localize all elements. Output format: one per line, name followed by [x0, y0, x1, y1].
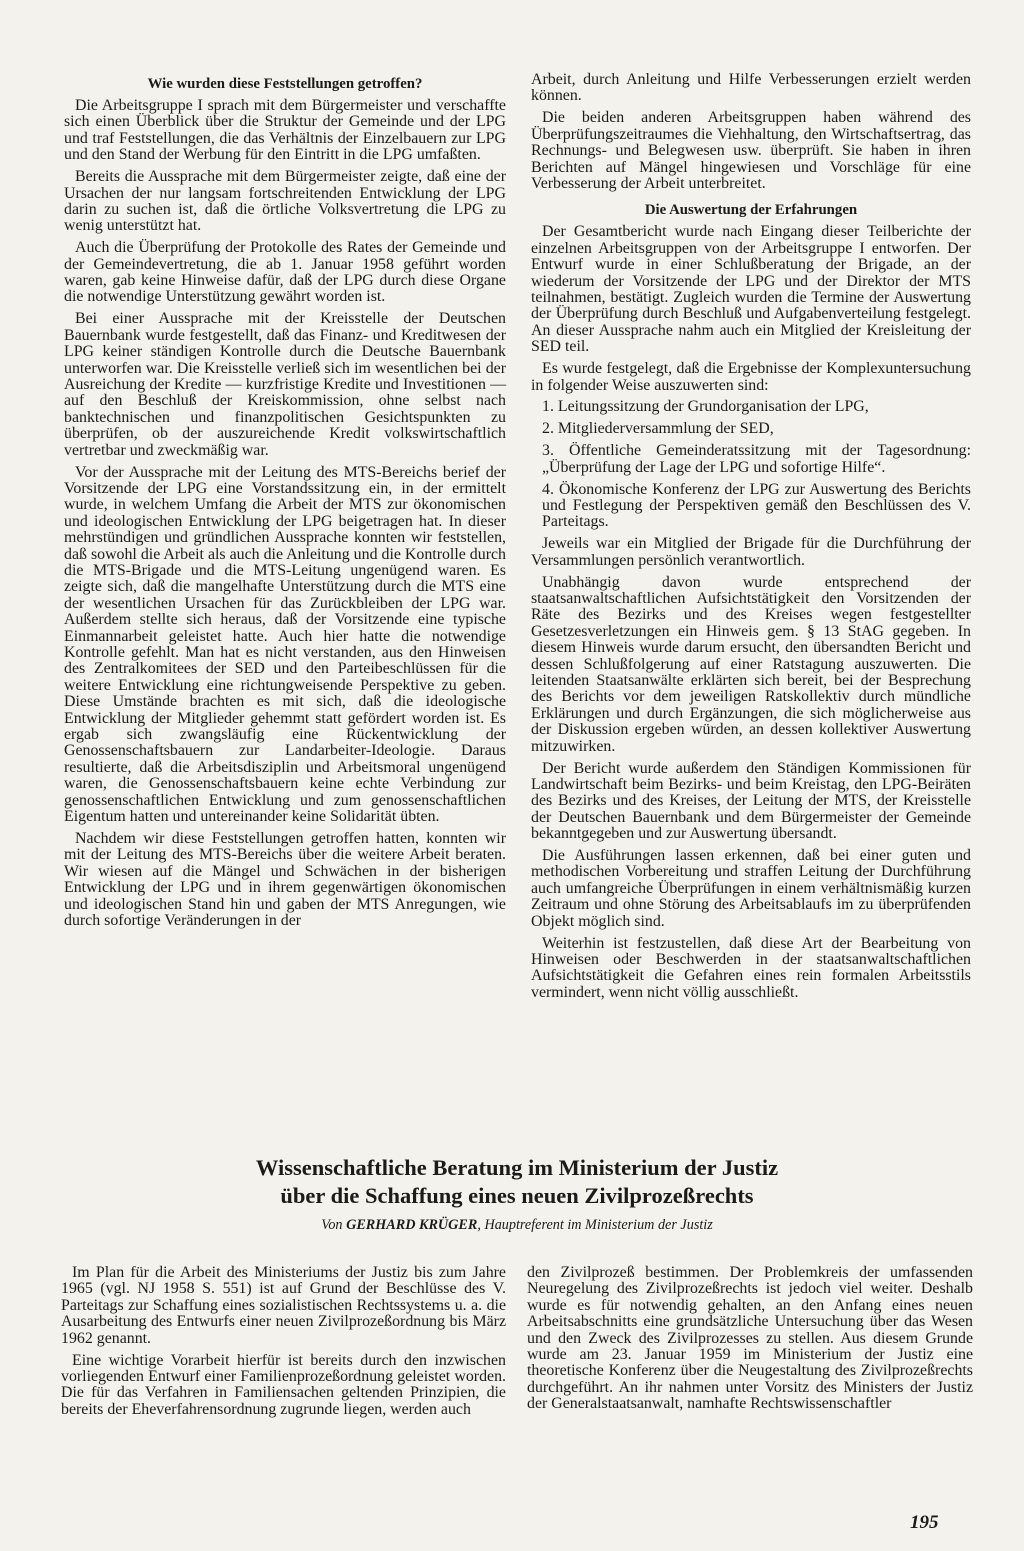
- top-left-column: [64, 72, 506, 935]
- section-heading-feststellungen: Wie wurden diese Feststellungen getroffen?: [147, 76, 423, 92]
- author-role: , Hauptreferent im Ministerium der Justiz: [477, 1217, 713, 1233]
- paragraph: Im Plan für die Arbeit des Ministeriums der Justiz bis zum Jahre 1965 (vgl. NJ 1958 S. 551) ist auf Grund der Beschlüsse des V. Parteitags zur Schaffung eines sozialistischen Rechtssystems u. a. die Ausarbeitung des Entwurfs einer neuen Zivilprozeßordnung bis März 1962 genannt.: [61, 1264, 506, 1347]
- bottom-right-column: [527, 1265, 973, 1418]
- list-item: 1. Leitungssitzung der Grundorganisation der LPG,: [542, 398, 869, 416]
- bottom-left-column: [61, 1265, 506, 1424]
- paragraph: Die beiden anderen Arbeitsgruppen haben während des Überprüfungszeitraumes die Viehhaltung, den Wirtschaftsertrag, das Rechnungs- und Belegwesen usw. überprüft. Sie haben in ihren Berichten auf Mängel hingewiesen und Vorschläge für eine Verbesserung der Arbeit unterbreitet.: [531, 109, 971, 192]
- byline: [60, 1216, 974, 1234]
- paragraph: Bereits die Aussprache mit dem Bürgermeister zeigte, daß eine der Ursachen der nur langsam fortschreitenden Entwicklung der LPG darin zu suchen ist, daß die örtliche Volksvertretung die LPG zu wenig unterstützt hat.: [64, 168, 506, 235]
- paragraph: Arbeit, durch Anleitung und Hilfe Verbesserungen erzielt werden können.: [531, 71, 971, 105]
- article-title-line-2: über die Schaffung eines neuen Zivilprozeßrechts: [280, 1183, 754, 1208]
- article-title-line-1: Wissenschaftliche Beratung im Ministerium der Justiz: [255, 1155, 779, 1180]
- paragraph: Der Gesamtbericht wurde nach Eingang dieser Teilberichte der einzelnen Arbeitsgruppen von der Arbeitsgruppe I entworfen. Der Entwurf wurde in einer Schlußberatung der Brigade, an der wiederum der Vorsitzende der LPG und der Direktor der MTS teilnahmen, bestätigt. Zugleich wurden die Termine der Auswertung der Überprüfung durch Beschluß und Aufgabenverteilung festgelegt. An dieser Aussprache nahm auch ein Mitglied der Kreisleitung der SED teil.: [531, 223, 971, 356]
- paragraph: Nachdem wir diese Feststellungen getroffen hatten, konnten wir mit der Leitung des MTS-Bereichs über die weitere Arbeit beraten. Wir wiesen auf die Mängel und Schwächen in der bisherigen Entwicklung der LPG und in ihrem gegenwärtigen ökonomischen und ideologischen Stand hin und gaben der MTS Anregungen, wie durch sofortige Veränderungen in der: [64, 829, 506, 929]
- paragraph: Eine wichtige Vorarbeit hierfür ist bereits durch den inzwischen vorliegenden Entwurf einer Familienprozeßordnung geleistet worden. Die für das Verfahren in Familiensachen geltenden Prinzipien, die bereits der Eheverfahrensordnung zugrunde liegen, werden auch: [61, 1351, 506, 1418]
- author-name: GERHARD KRÜGER: [346, 1217, 478, 1233]
- paragraph: Unabhängig davon wurde entsprechend der staatsanwaltschaftlichen Aufsichtstätigkeit den Vorsitzenden der Räte des Bezirks und des Kreises wegen festgestellter Gesetzesverletzungen ein Hinweis gem. § 13 StAG gegeben. In diesem Hinweis wurde darum ersucht, den übersandten Bericht und dessen Schlußfolgerung auf einer Ratstagung auszuwerten. Die leitenden Staatsanwälte erklärten sich bereit, bei der Besprechung des Berichts vor dem jeweiligen Ratskollektiv durch mündliche Erklärungen und durch Ergänzungen, die sich möglicherweise aus der Diskussion ergeben würden, an dessen kollektiver Auswertung mitzuwirken.: [531, 573, 971, 755]
- article-title: [60, 1154, 974, 1210]
- byline-prefix: Von: [321, 1217, 347, 1233]
- paragraph: den Zivilprozeß bestimmen. Der Problemkreis der umfassenden Neuregelung des Zivilprozeßrechts ist jedoch viel weiter. Deshalb wurde es für notwendig gehalten, an den Anfang eines neuen Arbeitsabschnitts eine grundsätzliche Untersuchung über das Wesen und den Zweck des Zivilprozesses zu stellen. Aus diesem Grunde wurde am 23. Januar 1959 im Ministerium der Justiz eine theoretische Konferenz über die Neugestaltung des Zivilprozeßrechts durchgeführt. An ihr nahmen unter Vorsitz des Ministers der Justiz der Generalstaatsanwalt, namhafte Rechtswissenschaftler: [527, 1264, 973, 1413]
- section-heading-auswertung: Die Auswertung der Erfahrungen: [644, 202, 858, 219]
- paragraph: Jeweils war ein Mitglied der Brigade für die Durchführung der Versammlungen persönlich verantwortlich.: [531, 535, 971, 569]
- paragraph: Vor der Aussprache mit der Leitung des MTS-Bereichs berief der Vorsitzende der LPG eine Vorstandssitzung ein, in der ermittelt wurde, in welchem Umfang die Arbeit der MTS zur ökonomischen und ideologischen Entwicklung der LPG beigetragen hat. In dieser mehrstündigen und gründlichen Aussprache konnten wir feststellen, daß sowohl die Arbeit als auch die Anleitung und die Kontrolle durch die MTS-Brigade und die MTS-Leitung ungenügend waren. Es zeigte sich, daß die mangelhafte Unterstützung durch die MTS eine der wesentlichen Ursachen für das Zurückbleiben der LPG war. Außerdem stellte sich heraus, daß der Vorsitzende eine typische Einmannarbeit geleistet hatte. Auch hier hatte die notwendige Kontrolle gefehlt. Man hat es nicht verstanden, aus den Hinweisen des Zentralkomitees der SED und den Parteibeschlüssen für die weitere Entwicklung eine richtungweisende Perspektive zu geben. Diese Umstände brachten es mit sich, daß die ideologische Entwicklung der Mitglieder gehemmt statt gefördert worden ist. Es ergab sich zwangsläufig eine Rückentwicklung der Genossenschaftsbauern zur Landarbeiter-Ideologie. Daraus resultierte, daß die Arbeitsdisziplin und Arbeitsmoral ungenügend waren, die Genossenschaftsbauern keine echte Verbindung zur genossenschaftlichen Entwicklung und zum genossenschaftlichen Eigentum hatten und untereinander keine Solidarität übten.: [64, 463, 506, 826]
- page-number: 195: [910, 1512, 939, 1533]
- list-item: 3. Öffentliche Gemeinderatssitzung mit der Tagesordnung: „Überprüfung der Lage der LPG und sofortige Hilfe“.: [542, 442, 971, 476]
- list-item: 2. Mitgliederversammlung der SED,: [542, 420, 774, 438]
- paragraph: Bei einer Aussprache mit der Kreisstelle der Deutschen Bauernbank wurde festgestellt, daß das Finanz- und Kreditwesen der LPG keiner ständigen Kontrolle durch die Deutsche Bauernbank unterworfen war. Die Kreisstelle verließ sich im wesentlichen bei der Ausreichung der Kredite — kurzfristige Kredite und Investitionen — auf den Beschluß der Kreiskommission, ohne selbst nach banktechnischen und finanzpolitischen Gesichtspunkten zu überprüfen, ob der auszureichende Kredit volkswirtschaftlich vertretbar und zweckmäßig war.: [64, 310, 506, 459]
- top-right-column: [531, 72, 971, 1007]
- paragraph: Es wurde festgelegt, daß die Ergebnisse der Komplexuntersuchung in folgender Weise auszuwerten sind:: [531, 360, 971, 394]
- list-item: 4. Ökonomische Konferenz der LPG zur Auswertung des Berichts und Festlegung der Perspektiven gemäß den Beschlüssen des V. Parteitags.: [542, 480, 971, 531]
- article-header: [60, 1154, 974, 1234]
- paragraph: Weiterhin ist festzustellen, daß diese Art der Bearbeitung von Hinweisen oder Beschwerden in der staatsanwaltschaftlichen Aufsichtstätigkeit die Gefahren eines rein formalen Arbeitsstils vermindert, wenn nicht völlig ausschließt.: [531, 934, 971, 1001]
- paragraph: Der Bericht wurde außerdem den Ständigen Kommissionen für Landwirtschaft beim Bezirks- und beim Kreistag, den LPG-Beiräten des Bezirks und des Kreises, der Leitung der MTS, der Kreisstelle der Deutschen Bauernbank und dem Bürgermeister der Gemeinde bekanntgegeben und zur Auswertung übersandt.: [531, 759, 971, 843]
- paragraph: Die Arbeitsgruppe I sprach mit dem Bürgermeister und verschaffte sich einen Überblick über die Struktur der Gemeinde und der LPG und traf Feststellungen, die das Verhältnis der Einzelbauern zur LPG und den Stand der Werbung für den Eintritt in die LPG umfaßten.: [64, 97, 506, 164]
- paragraph: Auch die Überprüfung der Protokolle des Rates der Gemeinde und der Gemeindevertretung, die ab 1. Januar 1958 geführt worden waren, gab keine Hinweise dafür, daß der LPG durch diese Organe die notwendige Unterstützung gewährt worden ist.: [64, 239, 506, 306]
- paragraph: Die Ausführungen lassen erkennen, daß bei einer guten und methodischen Vorbereitung und straffen Leitung der Durchführung auch umfangreiche Überprüfungen in einem verhältnismäßig kurzen Zeitraum und ohne Störung des Arbeitsablaufs im zu überprüfenden Objekt möglich sind.: [531, 847, 971, 930]
